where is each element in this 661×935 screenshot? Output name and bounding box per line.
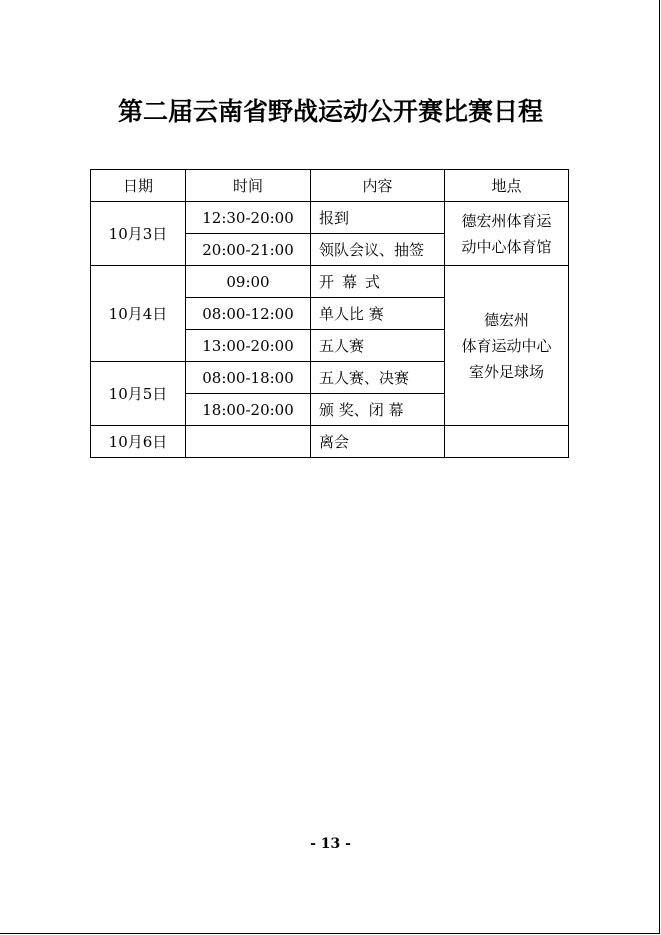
- content-cell: 五人赛、决赛: [311, 362, 445, 394]
- content-cell: 五人赛: [311, 330, 445, 362]
- content-cell: 颁 奖、闭 幕: [311, 394, 445, 426]
- date-cell: 10月4日: [91, 266, 186, 362]
- document-title: 第二届云南省野战运动公开赛比赛日程: [117, 97, 543, 126]
- header-date: 日期: [91, 170, 186, 202]
- location-line: 动中心体育馆: [461, 237, 552, 256]
- time-cell: 12:30-20:00: [186, 202, 311, 234]
- time-cell: 09:00: [186, 266, 311, 298]
- content-cell: 单人比 赛: [311, 298, 445, 330]
- header-content: 内容: [311, 170, 445, 202]
- header-time: 时间: [186, 170, 311, 202]
- content-cell: 领队会议、抽签: [311, 234, 445, 266]
- location-line: 体育运动中心: [461, 336, 552, 355]
- location-line: 室外足球场: [468, 362, 544, 381]
- location-cell-gym: [445, 202, 569, 266]
- table-row: [91, 202, 569, 234]
- content-cell: 开幕式: [311, 266, 445, 298]
- date-cell: 10月5日: [91, 362, 186, 426]
- time-cell: 18:00-20:00: [186, 394, 311, 426]
- table-header-row: [91, 170, 569, 202]
- schedule-table: [90, 169, 569, 458]
- time-cell: [186, 426, 311, 458]
- content-cell: 离会: [311, 426, 445, 458]
- header-location: 地点: [445, 170, 569, 202]
- table-row: [91, 266, 569, 298]
- location-cell-empty: [445, 426, 569, 458]
- location-line: 德宏州体育运: [461, 211, 552, 230]
- page-number: - 13 -: [310, 836, 351, 852]
- date-cell: 10月6日: [91, 426, 186, 458]
- time-cell: 08:00-12:00: [186, 298, 311, 330]
- table-row: [91, 426, 569, 458]
- date-cell: 10月3日: [91, 202, 186, 266]
- location-line: 德宏州: [483, 310, 529, 329]
- time-cell: 08:00-18:00: [186, 362, 311, 394]
- location-cell-field: [445, 266, 569, 426]
- time-cell: 13:00-20:00: [186, 330, 311, 362]
- time-cell: 20:00-21:00: [186, 234, 311, 266]
- content-cell: 报到: [311, 202, 445, 234]
